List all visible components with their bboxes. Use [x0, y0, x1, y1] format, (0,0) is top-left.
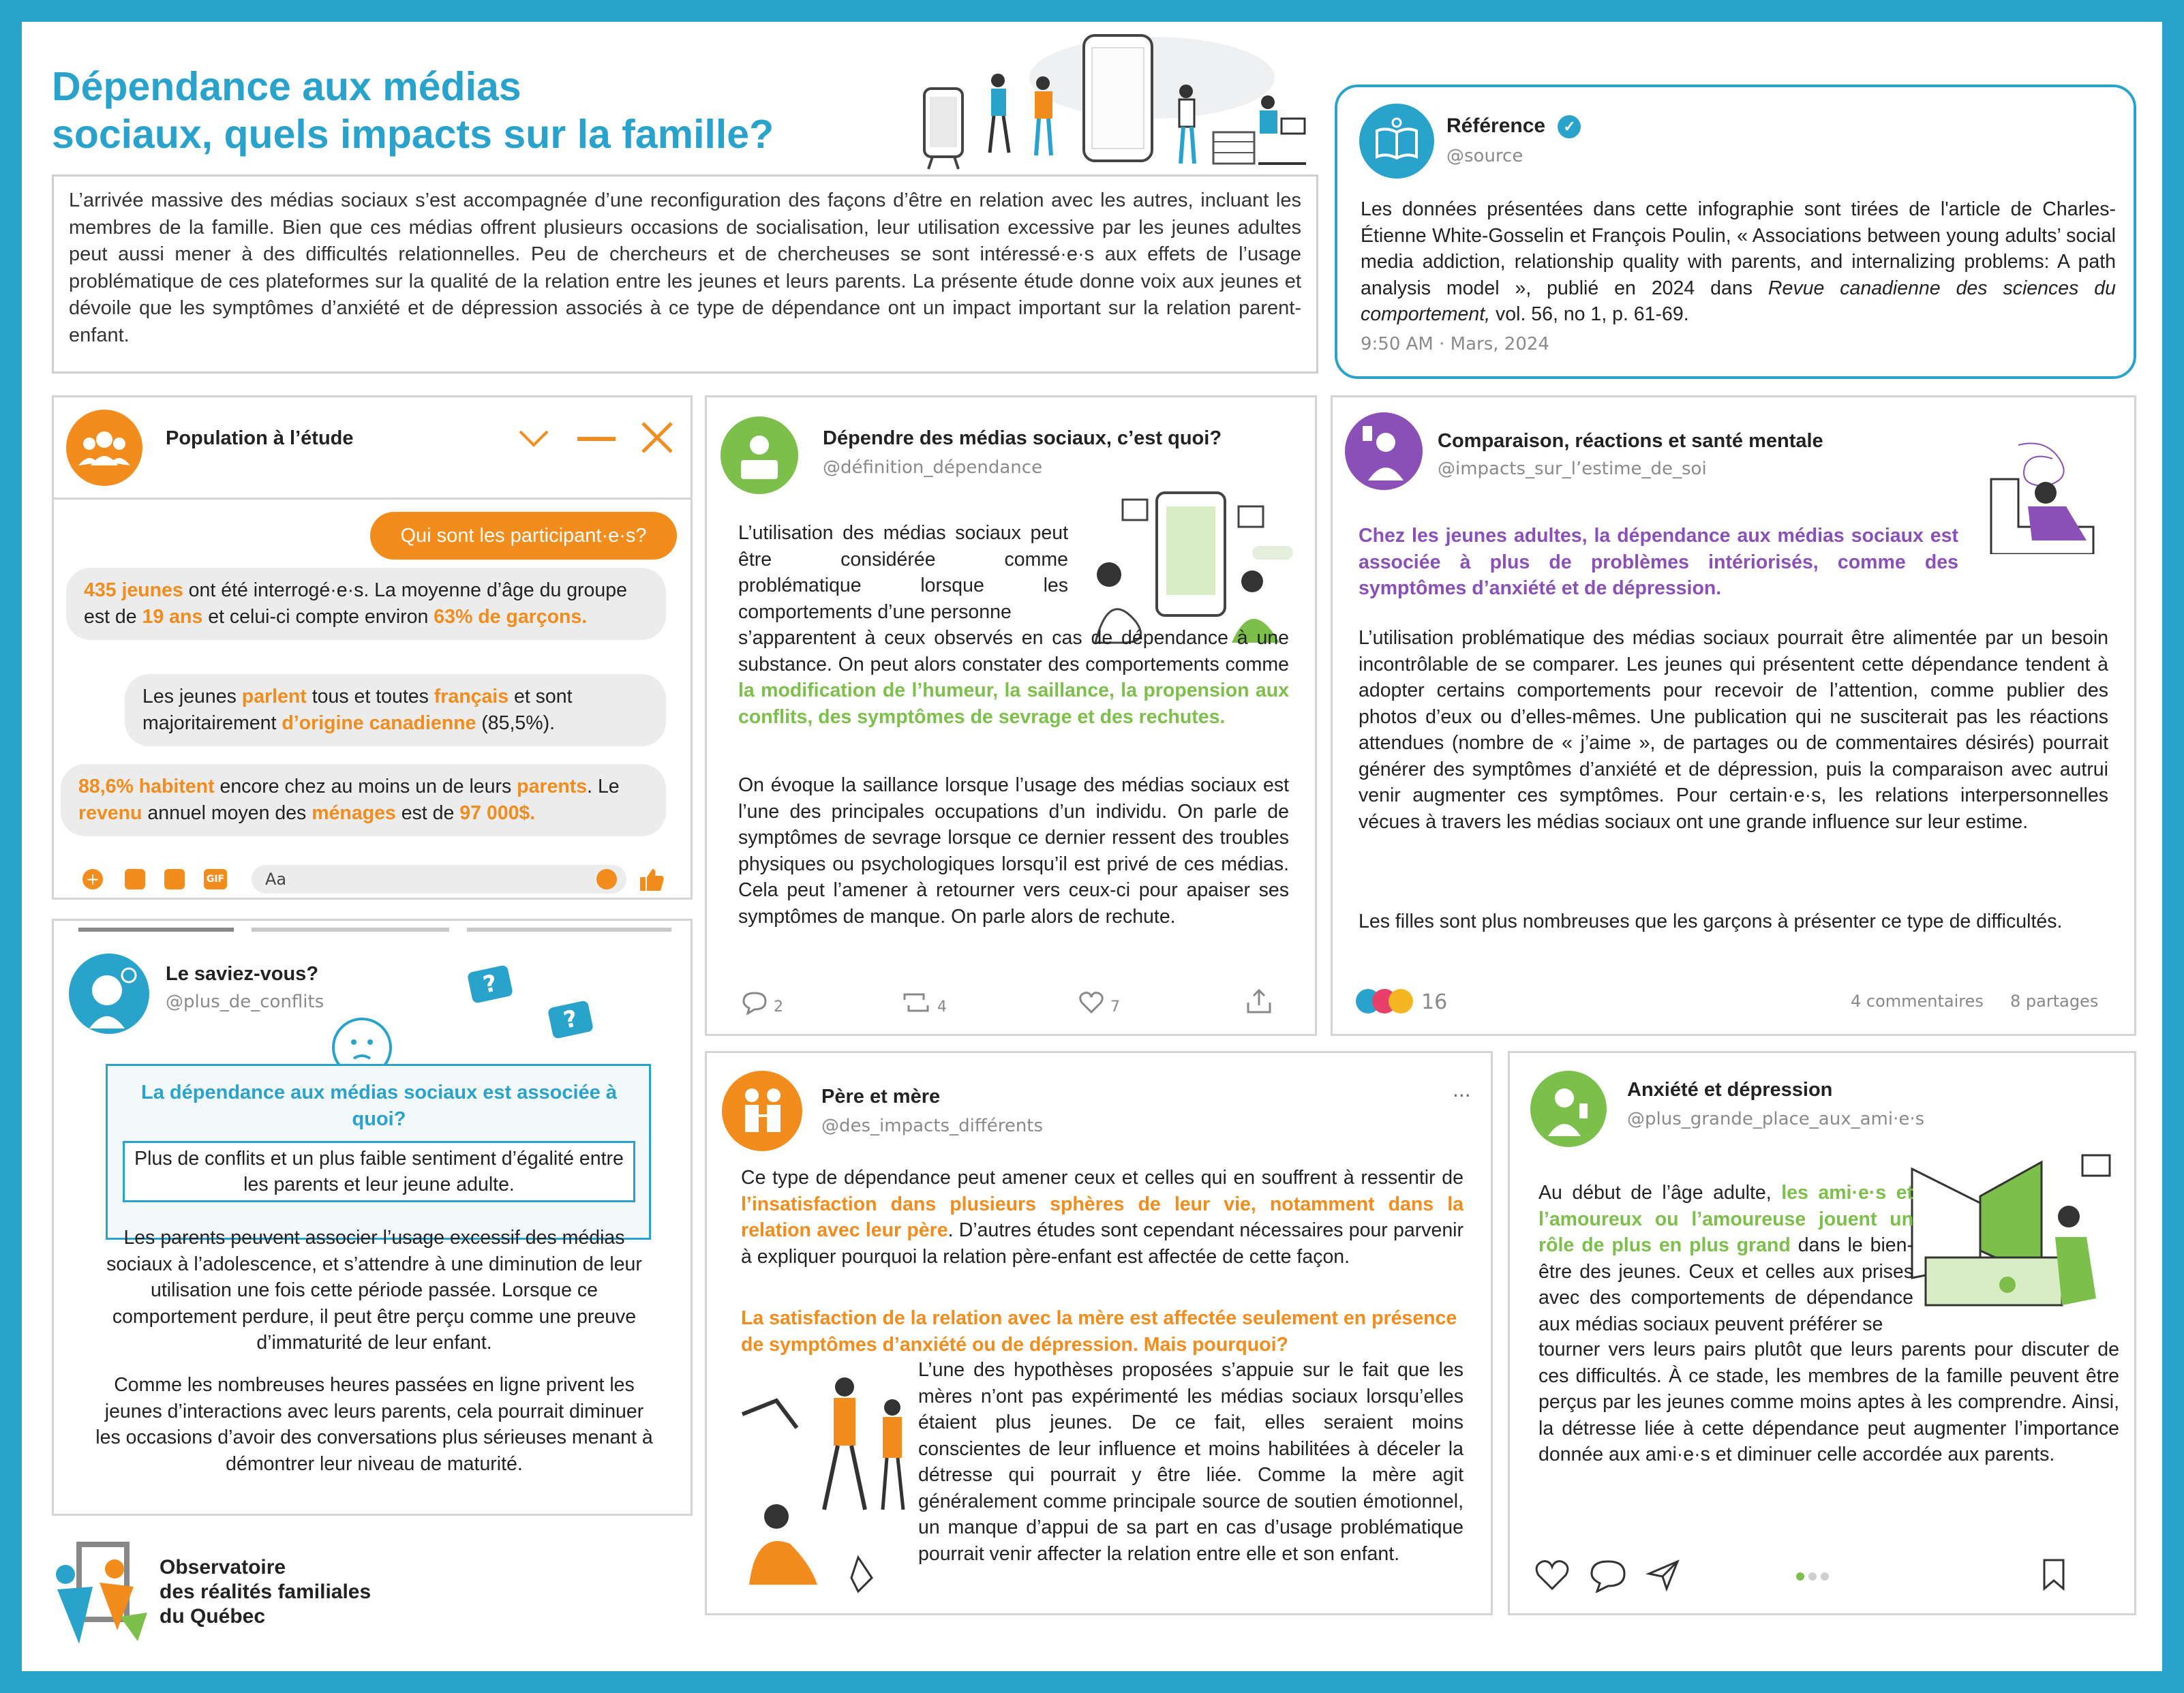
close-icon[interactable] — [640, 421, 674, 455]
comparaison-paragraph-2: Les filles sont plus nombreuses que les garçons à présenter ce type de difficultés. — [1359, 911, 2063, 932]
pere-mere-card — [705, 1051, 1493, 1615]
image-icon[interactable] — [125, 869, 145, 889]
saviez-handle: @plus_de_conflits — [166, 992, 324, 1012]
anxiete-card — [1508, 1051, 2136, 1615]
reactions-icon[interactable] — [1356, 988, 1417, 1015]
comparaison-highlight: Chez les jeunes adultes, la dépendance aux médias sociaux est associée à plus de problèmes intériorisés, comme des symptômes d’anxiété et de dépression. — [1359, 525, 1958, 599]
progress-segment — [252, 928, 449, 932]
person-phone-icon — [1530, 1071, 1607, 1147]
comparaison-paragraph-1: L’utilisation problématique des médias sociaux pourrait être alimentée par un besoin incontrôlable de se comparer. Les jeunes qui présentent cette dépendance tendent à adopter certains comportements pour recevoir de l’attention, comme publier des photos d’eux ou d’elles-mêmes. Une publication qui ne susciterait pas les réactions attendues (nombre de « j’aime », de partages ou de commentaires désirés) pourrait générer des symptômes d’anxiété et de dépression, puis la comparaison avec autrui venir augmenter ces symptômes. Pour certain·e·s, les relations interpersonnelles vécues à travers les médias sociaux ont une grande influence sur leur estime. — [1359, 627, 2108, 833]
phones-people-illustration — [913, 30, 1316, 173]
saviez-box-title: La dépendance aux médias sociaux est associée à quoi? — [141, 1082, 617, 1130]
share-icon[interactable] — [1245, 988, 1273, 1015]
book-icon — [1359, 104, 1434, 179]
saviez-paragraph-1: Les parents peuvent associer l’usage excessif des médias sociaux à l’adolescence, et s’attendre à une diminution de leur utilisation une fois cette période passée. Lorsque ce comportement perdure, il peut être perçu comme une preuve d’immaturité de leur enfant. — [106, 1227, 642, 1354]
definition-paragraph-1b: s’apparentent à ceux observés en cas de dépendance à une substance. On peut alors constater des comportements comme la modification de l’humeur, la saillance, la propension aux conflits, des symptômes de sevrage et des rechutes. — [738, 627, 1289, 728]
population-bubble-3: 88,6% habitent encore chez au moins un de leurs parents. Le revenu annuel moyen des ménages est de 97 000$. — [61, 764, 666, 836]
reference-text: Les données présentées dans cette infographie sont tirées de l'article de Charles-Étienne White-Gosselin et François Poulin, « Associations between young adults’ social media addiction, relationship quality with parents, and internalizing problems: A path analysis model », publié en 2024 dans Revue canadienne des sciences du comportement, vol. 56, no 1, p. 61-69. — [1361, 198, 2116, 325]
chevron-down-icon[interactable] — [517, 427, 550, 448]
send-icon[interactable] — [1646, 1559, 1680, 1591]
anxiete-paragraph-2: tourner vers leurs pairs plutôt que leurs parents pour discuter de ces difficultés. À ce stade, les membres de la famille peuvent être perçus par les jeunes comme moins aptes à les comprendre. Ainsi, la détresse liée à cette dépendance peut augmenter l’importance donnée aux ami·e·s et diminuer celle accordée aux parents. — [1538, 1339, 2119, 1465]
comparaison-title: Comparaison, réactions et santé mentale — [1438, 430, 1823, 452]
retweet-count: 4 — [937, 998, 947, 1016]
carousel-dot — [1808, 1572, 1817, 1581]
plus-icon[interactable]: + — [82, 869, 103, 889]
comparaison-card — [1331, 395, 2136, 1036]
question-bubble: Qui sont les participant·e·s? — [370, 512, 677, 560]
population-bubble-2: Les jeunes parlent tous et toutes français et sont majoritairement d’origine canadienne (85,5%). — [125, 674, 666, 746]
thinking-person-icon — [69, 954, 149, 1034]
minimize-icon[interactable] — [577, 437, 616, 441]
progress-segment — [467, 928, 671, 932]
logo-mark — [52, 1542, 147, 1644]
reference-name: Référence — [1446, 115, 1546, 137]
saviez-paragraph-2: Comme les nombreuses heures passées en ligne privent les jeunes d’interactions avec leurs parents, cela pourrait diminuer les occasions d’avoir des conversations plus sérieuses menant à démontrer leur niveau de maturité. — [95, 1374, 653, 1475]
definition-handle: @définition_dépendance — [823, 457, 1043, 478]
population-bubble-1: 435 jeunes ont été interrogé·e·s. La moyenne d’âge du groupe est de 19 ans et celui-ci compte environ 63% de garçons. — [66, 568, 666, 640]
carousel-dot — [1821, 1572, 1829, 1581]
comment-icon[interactable] — [741, 990, 768, 1015]
pere-mere-title: Père et mère — [821, 1086, 941, 1108]
question-mark-icon: ? — [467, 964, 513, 1003]
page-title: Dépendance aux médias sociaux, quels impacts sur la famille? — [52, 64, 774, 157]
saviez-title: Le saviez-vous? — [166, 963, 319, 985]
pere-mere-handle: @des_impacts_différents — [821, 1116, 1044, 1136]
reference-handle: @source — [1446, 146, 1523, 166]
comments-count[interactable]: 4 commentaires — [1851, 992, 1984, 1011]
intro-paragraph: L’arrivée massive des médias sociaux s’est accompagnée d’une reconfiguration des façons d’être en relation avec les autres, incluant les membres de la famille. Bien que ces médias offrent plusieurs occasions de socialisation, leur utilisation excessive par les jeunes adultes peut aussi mener à des difficultés relationnelles. Peu de chercheurs et de chercheuses se sont intéressé·e·s aux effets de l’usage problématique de ces plateformes sur la qualité de la relation entre les jeunes et leurs parents. La présente étude donne voix aux jeunes et dévoile que les symptômes d’anxiété et de dépression associés à ce type de dépendance ont un impact important sur la relation parent-enfant. — [52, 174, 1318, 373]
anxiete-paragraph-1: Au début de l’âge adulte, les ami·e·s et l’amoureux ou l’amoureuse jouent un rôle de plus en plus grand dans le bien-être des jeunes. Ceux et celles aux prises avec des comportements de dépendance aux médias sociaux peuvent préférer se — [1538, 1182, 1913, 1335]
question-mark-icon: ? — [547, 1000, 594, 1039]
emoji-icon[interactable] — [596, 869, 617, 889]
bookmark-icon[interactable] — [2040, 1557, 2067, 1591]
person-laptop-icon — [721, 416, 798, 494]
thumbs-up-icon[interactable] — [639, 866, 665, 892]
heart-icon[interactable] — [1078, 990, 1105, 1015]
saviez-box — [106, 1064, 651, 1240]
saviez-box-answer: Plus de conflits et un plus faible sentiment d’égalité entre les parents et leur jeune adulte. — [123, 1141, 635, 1202]
progress-segment — [78, 928, 234, 932]
retweet-icon[interactable] — [900, 990, 932, 1015]
logo-text: Observatoire des réalités familiales du Québec — [160, 1556, 371, 1628]
sticker-icon[interactable] — [164, 869, 185, 889]
message-input[interactable]: Aa — [252, 865, 626, 894]
anxiete-title: Anxiété et dépression — [1627, 1079, 1833, 1101]
definition-paragraph-1a: L’utilisation des médias sociaux peut être considérée comme problématique lorsque les comportements d’une personne — [738, 522, 1068, 623]
parents-icon — [722, 1071, 802, 1151]
reference-card — [1335, 85, 2136, 379]
comparaison-handle: @impacts_sur_l’estime_de_soi — [1438, 459, 1707, 479]
saviez-card — [52, 919, 693, 1516]
population-card — [52, 395, 693, 900]
pere-mere-highlight: La satisfaction de la relation avec la mère est affectée seulement en présence de symptômes d’anxiété ou de dépression. Mais pourquoi? — [741, 1307, 1457, 1356]
family-conflict-illustration — [735, 1360, 933, 1605]
anxiete-handle: @plus_grande_place_aux_ami·e·s — [1627, 1109, 1925, 1129]
comment-count: 2 — [774, 998, 783, 1016]
reactions-count: 16 — [1421, 990, 1448, 1014]
reference-time: 9:50 AM · Mars, 2024 — [1361, 334, 1549, 354]
anxious-person-illustration — [1977, 438, 2107, 554]
more-options-icon[interactable]: ··· — [1453, 1084, 1471, 1107]
selfie-person-icon — [1345, 412, 1423, 490]
verified-badge-icon: ✓ — [1558, 115, 1581, 138]
pere-mere-paragraph-1: Ce type de dépendance peut amener ceux et celles qui en souffrent à ressentir de l’insatisfaction dans plusieurs sphères de leur vie, notamment dans la relation avec leur père. D’autres études sont cependant nécessaires pour parvenir à expliquer pourquoi la relation père-enfant est affectée de cette façon. — [741, 1167, 1464, 1268]
shares-count[interactable]: 8 partages — [2010, 992, 2099, 1011]
population-title: Population à l’étude — [166, 427, 354, 449]
comment-icon[interactable] — [1589, 1559, 1627, 1593]
megaphone-laptop-illustration — [1898, 1142, 2123, 1319]
heart-icon[interactable] — [1534, 1559, 1570, 1591]
definition-title: Dépendre des médias sociaux, c’est quoi? — [823, 427, 1222, 449]
pere-mere-paragraph-2: L’une des hypothèses proposées s’appuie sur le fait que les mères n’ont pas expérimenté les médias sociaux lorsqu’elles étaient plus jeunes. De ce fait, elles seraient moins conscientes de leur influence et moins habilitées à déceler la détresse qui pourrait y être liée. Comme la mère agit généralement comme principale source de soutien émotionnel, un manque d’appui de sa part en cas d’usage problématique pourrait venir affecter la relation entre elle et son enfant. — [918, 1359, 1463, 1565]
carousel-dot-active — [1796, 1572, 1804, 1581]
definition-card — [705, 395, 1317, 1036]
definition-paragraph-2: On évoque la saillance lorsque l’usage des médias sociaux est l’une des principales occupations d’un individu. On parle de symptômes de sevrage lorsque ce dernier ressent des troubles physiques ou psychologiques lorsqu’il est privé de ces médias. Cela peut l’amener à retourner vers ceux-ci pour apaiser ses symptômes de manque. On parle alors de rechute. — [738, 774, 1289, 928]
group-icon — [66, 410, 142, 486]
like-count: 7 — [1110, 998, 1120, 1016]
gif-icon[interactable]: GIF — [204, 869, 227, 889]
